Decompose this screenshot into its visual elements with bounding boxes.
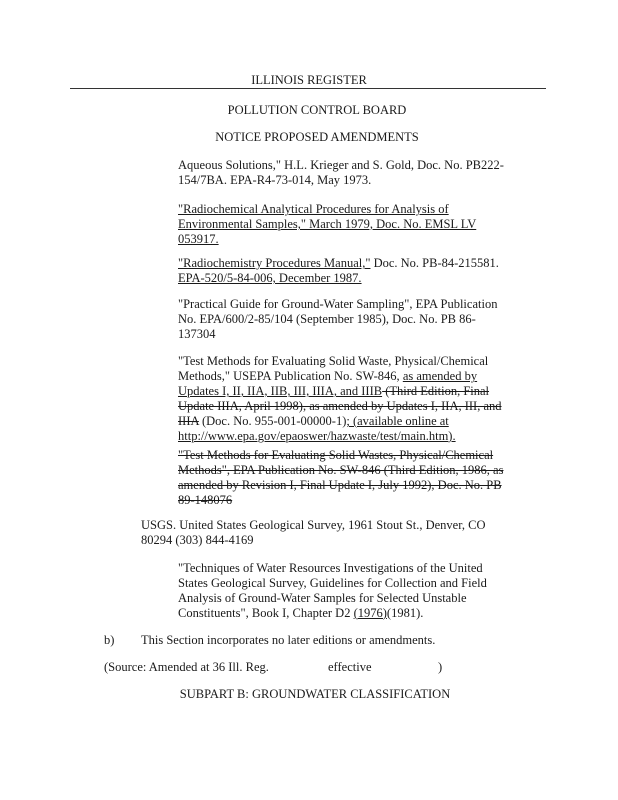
ref-practical-guide-line2: No. EPA/600/2-85/104 (September 1985), Doc. No. PB 86- — [178, 312, 476, 326]
ref-aqueous-line1: Aqueous Solutions," H.L. Krieger and S. Gold, Doc. No. PB222- — [178, 158, 504, 172]
source-effective: effective — [328, 660, 372, 674]
ref-test-methods-docno: (Doc. No. 955-001-00000-1) — [198, 414, 347, 428]
ref-test-methods-line5 — [178, 414, 502, 429]
ref-test-methods-line3 — [178, 384, 502, 399]
ref-test-methods-line5-deleted: IIIA — [178, 414, 199, 428]
header-rule — [70, 88, 546, 89]
ref-radiochem-manual-line2: EPA-520/5-84-006, December 1987. — [178, 271, 362, 285]
ref-techniques-line2: States Geological Survey, Guidelines for Collection and Field — [178, 576, 487, 590]
ref-usgs-line1: USGS. United States Geological Survey, 1961 Stout St., Denver, CO — [141, 518, 486, 532]
source-prefix: (Source: Amended at 36 Ill. Reg. — [104, 660, 269, 674]
ref-practical-guide-line3: 137304 — [178, 327, 216, 341]
ref-radiochem-analytical-line2: Environmental Samples," March 1979, Doc. No. EMSL LV — [178, 217, 477, 231]
ref-radiochem-analytical-line1: "Radiochemical Analytical Procedures for Analysis of — [178, 202, 449, 216]
ref-test-methods-old — [178, 448, 503, 508]
ref-test-methods-url[interactable]: http://www.epa.gov/epaoswer/hazwaste/test/main.htm). — [178, 429, 456, 443]
ref-techniques-line4 — [178, 606, 487, 621]
ref-usgs-line2: 80294 (303) 844-4169 — [141, 533, 254, 547]
section-b-label: b) — [104, 633, 115, 647]
ref-test-methods-old-line1: "Test Methods for Evaluating Solid Wastes, Physical/Chemical — [178, 448, 494, 462]
ref-practical-guide-line1: "Practical Guide for Ground-Water Sampling", EPA Publication — [178, 297, 498, 311]
ref-test-methods-line2-added: as amended by — [402, 369, 478, 383]
ref-test-methods-old-line2: Methods", EPA Publication No. SW-846 (Third Edition, 1986, as — [178, 463, 504, 477]
ref-radiochem-analytical-line3: 053917. — [178, 232, 219, 246]
ref-radiochem-analytical — [178, 202, 476, 247]
board-title: POLLUTION CONTROL BOARD — [227, 103, 407, 117]
ref-radiochem-manual — [178, 256, 499, 286]
ref-test-methods — [178, 354, 502, 444]
ref-test-methods-line2-text: Methods," USEPA Publication No. SW-846, — [178, 369, 403, 383]
ref-test-methods-line3-added: Updates I, II, IIA, IIB, III, IIIA, and IIIB — [178, 384, 383, 398]
ref-techniques-line3: Analysis of Ground-Water Samples for Selected Unstable — [178, 591, 467, 605]
ref-test-methods-line3-deleted: (Third Edition, Final — [382, 384, 490, 398]
ref-practical-guide — [178, 297, 497, 342]
ref-test-methods-line4: Update IIIA, April 1998), as amended by Updates I, IIA, III, and — [178, 399, 502, 413]
ref-usgs — [141, 518, 486, 548]
ref-aqueous — [178, 158, 504, 188]
ref-radiochem-manual-doc: Doc. No. PB-84-215581. — [370, 256, 499, 270]
ref-radiochem-manual-line1 — [178, 256, 499, 271]
subpart-heading: SUBPART B: GROUNDWATER CLASSIFICATION — [179, 687, 451, 701]
source-close: ) — [438, 660, 443, 674]
ref-test-methods-old-line3: amended by Revision I, Final Update I, July 1992), Doc. No. PB — [178, 478, 502, 492]
ref-test-methods-line2 — [178, 369, 502, 384]
section-b-text: This Section incorporates no later editions or amendments. — [141, 633, 436, 647]
ref-techniques-line4-text: Constituents", Book I, Chapter D2 — [178, 606, 354, 620]
ref-techniques-line1: "Techniques of Water Resources Investigations of the United — [178, 561, 483, 575]
ref-techniques-year-old: (1976) — [353, 606, 387, 620]
ref-aqueous-line2: 154/7BA. EPA-R4-73-014, May 1973. — [178, 173, 372, 187]
notice-title: NOTICE PROPOSED AMENDMENTS — [215, 130, 419, 144]
ref-test-methods-old-line4: 89-148076 — [178, 493, 233, 507]
ref-test-methods-line1: "Test Methods for Evaluating Solid Waste, Physical/Chemical — [178, 354, 489, 368]
ref-techniques — [178, 561, 487, 621]
ref-radiochem-manual-title: "Radiochemistry Procedures Manual," — [178, 256, 371, 270]
ref-techniques-year-new: (1981). — [386, 606, 424, 620]
register-title: ILLINOIS REGISTER — [251, 73, 367, 87]
ref-test-methods-line5-added: ; (available online at — [346, 414, 449, 428]
